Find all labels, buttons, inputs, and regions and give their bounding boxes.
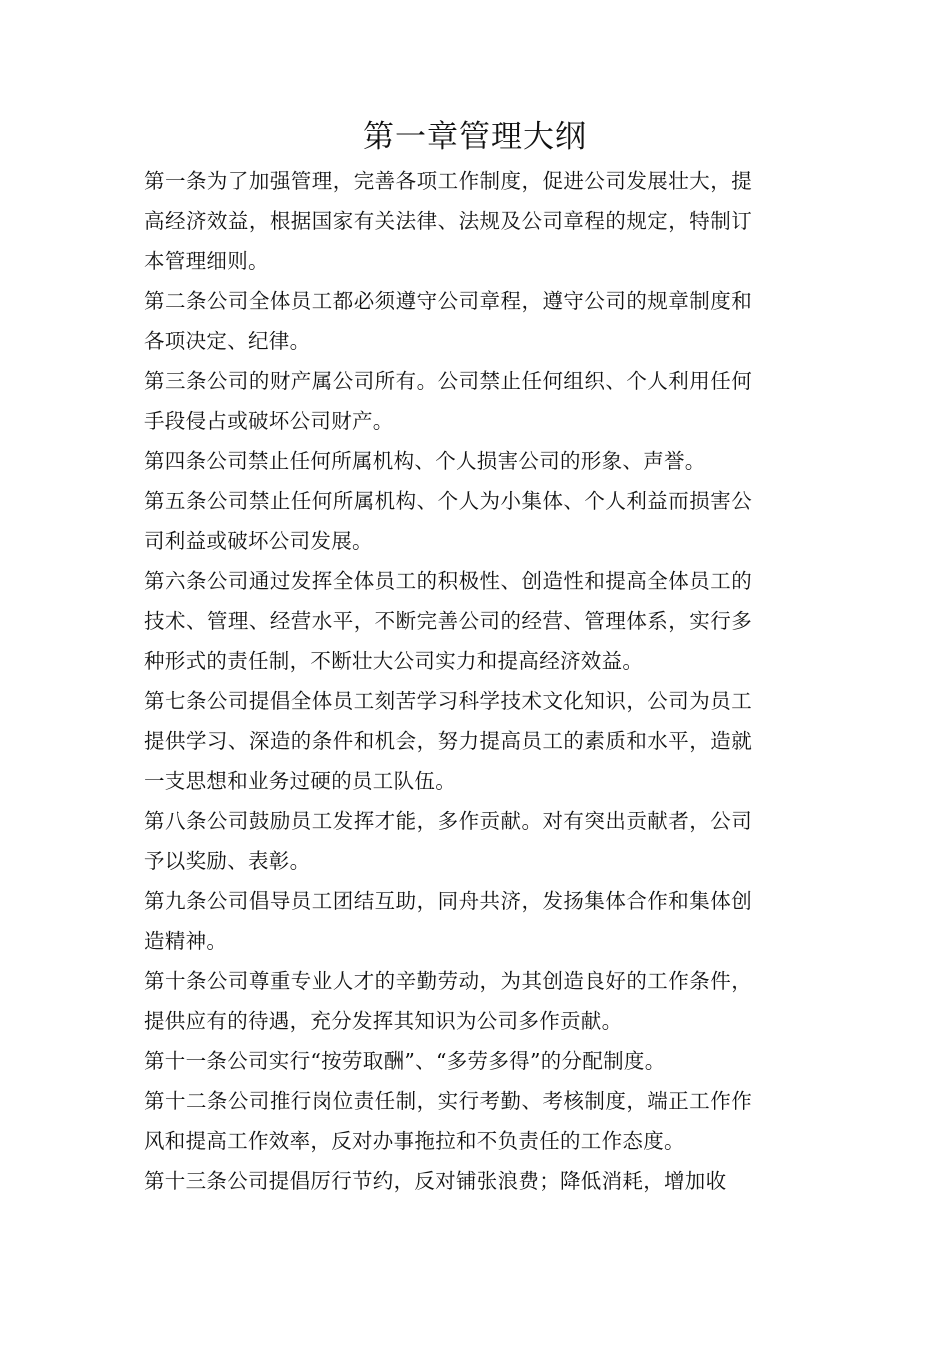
article-11: 第十一条公司实行“按劳取酬”、“多劳多得”的分配制度。 xyxy=(144,1049,666,1073)
article-1: 第一条为了加强管理，完善各项工作制度，促进公司发展壮大，提高经济效益，根据国家有关法律、法规及公司章程的规定，特制订本管理细则。 xyxy=(144,169,752,273)
chapter-title: 第一章管理大纲 xyxy=(363,119,587,155)
article-2: 第二条公司全体员工都必须遵守公司章程，遵守公司的规章制度和各项决定、纪律。 xyxy=(144,289,752,353)
article-5: 第五条公司禁止任何所属机构、个人为小集体、个人利益而损害公司利益或破坏公司发展。 xyxy=(144,489,752,553)
article-13: 第十三条公司提倡厉行节约，反对铺张浪费；降低消耗，增加收 xyxy=(144,1169,727,1193)
article-3: 第三条公司的财产属公司所有。公司禁止任何组织、个人利用任何手段侵占或破坏公司财产。 xyxy=(144,369,752,433)
article-10: 第十条公司尊重专业人才的辛勤劳动，为其创造良好的工作条件，提供应有的待遇，充分发挥其知识为公司多作贡献。 xyxy=(144,969,752,1033)
article-list xyxy=(144,161,752,1201)
article-9: 第九条公司倡导员工团结互助，同舟共济，发扬集体合作和集体创造精神。 xyxy=(144,889,752,953)
article-6: 第六条公司通过发挥全体员工的积极性、创造性和提高全体员工的技术、管理、经营水平，不断完善公司的经营、管理体系，实行多种形式的责任制，不断壮大公司实力和提高经济效益。 xyxy=(144,569,752,673)
article-7: 第七条公司提倡全体员工刻苦学习科学技术文化知识，公司为员工提供学习、深造的条件和机会，努力提高员工的素质和水平，造就一支思想和业务过硬的员工队伍。 xyxy=(144,689,752,793)
article-12: 第十二条公司推行岗位责任制，实行考勤、考核制度，端正工作作风和提高工作效率，反对办事拖拉和不负责任的工作态度。 xyxy=(144,1089,752,1153)
article-4: 第四条公司禁止任何所属机构、个人损害公司的形象、声誉。 xyxy=(144,449,706,473)
article-8: 第八条公司鼓励员工发挥才能，多作贡献。对有突出贡献者，公司予以奖励、表彰。 xyxy=(144,809,752,873)
